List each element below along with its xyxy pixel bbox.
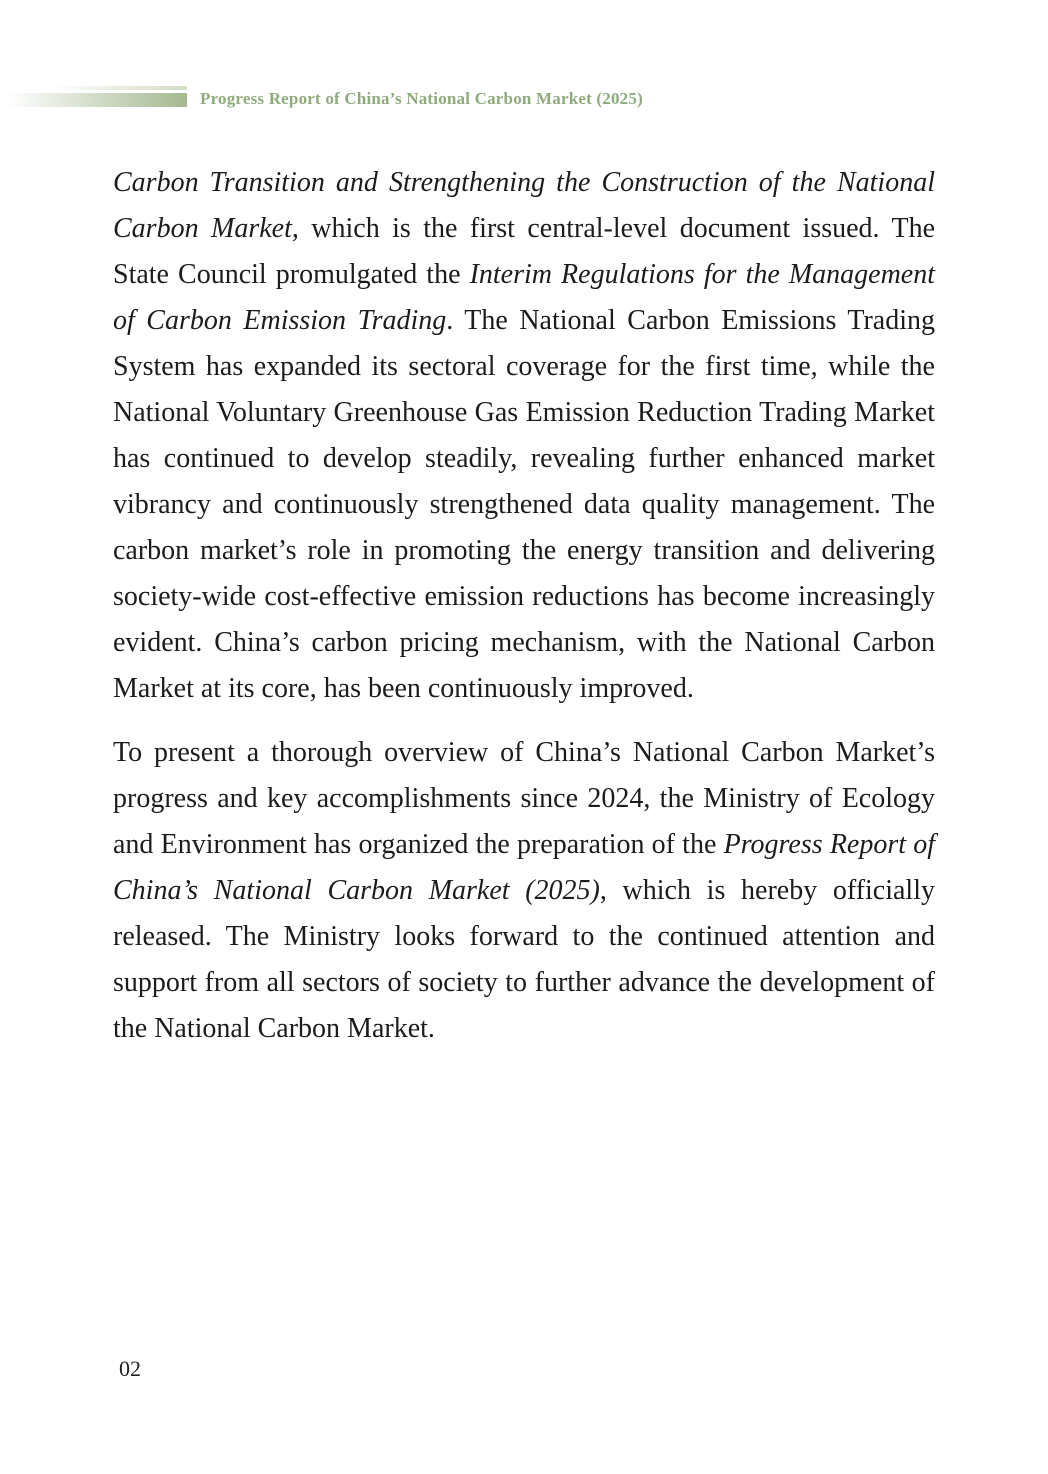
italic-text-run: Interim Regulations for the Management of Carbon Emission Trading: [113, 259, 935, 336]
italic-text-run: Carbon Transition and Strengthening the Construction of the National Carbon Market: [113, 167, 935, 244]
header-accent-line: [50, 86, 187, 90]
text-run: . The National Carbon Emissions Trading System has expanded its sectoral coverage for the first time, while the National Voluntary Greenhouse Gas Emission Reduction Trading Market has continued to develop steadily, revealing further enhanced market vibrancy and continuously strengthened data quality management. The carbon market’s role in promoting the energy transition and delivering society-wide cost-effective emission reductions has become increasingly evident. China’s carbon pricing mechanism, with the National Carbon Market at its core, has been continuously improved.: [113, 305, 935, 704]
text-run: , which is the first central-level document issued. The State Council promulgated the: [113, 213, 935, 290]
header-accent-bar: [8, 93, 187, 107]
header-title: Progress Report of China’s National Carbon Market (2025): [200, 89, 643, 108]
paragraph: [113, 160, 935, 712]
italic-text-run: Progress Report of China’s National Carbon Market (2025): [113, 829, 936, 906]
page-number: 02: [119, 1356, 141, 1381]
paragraph: [113, 730, 935, 1052]
text-run: To present a thorough overview of China’s National Carbon Market’s progress and key accomplishments since 2024, the Ministry of Ecology and Environment has organized the preparation of the: [113, 737, 935, 860]
document-body: [113, 160, 935, 1070]
text-run: , which is hereby officially released. The Ministry looks forward to the continued attention and support from all sectors of society to further advance the development of the National Carbon Market.: [113, 875, 935, 1044]
